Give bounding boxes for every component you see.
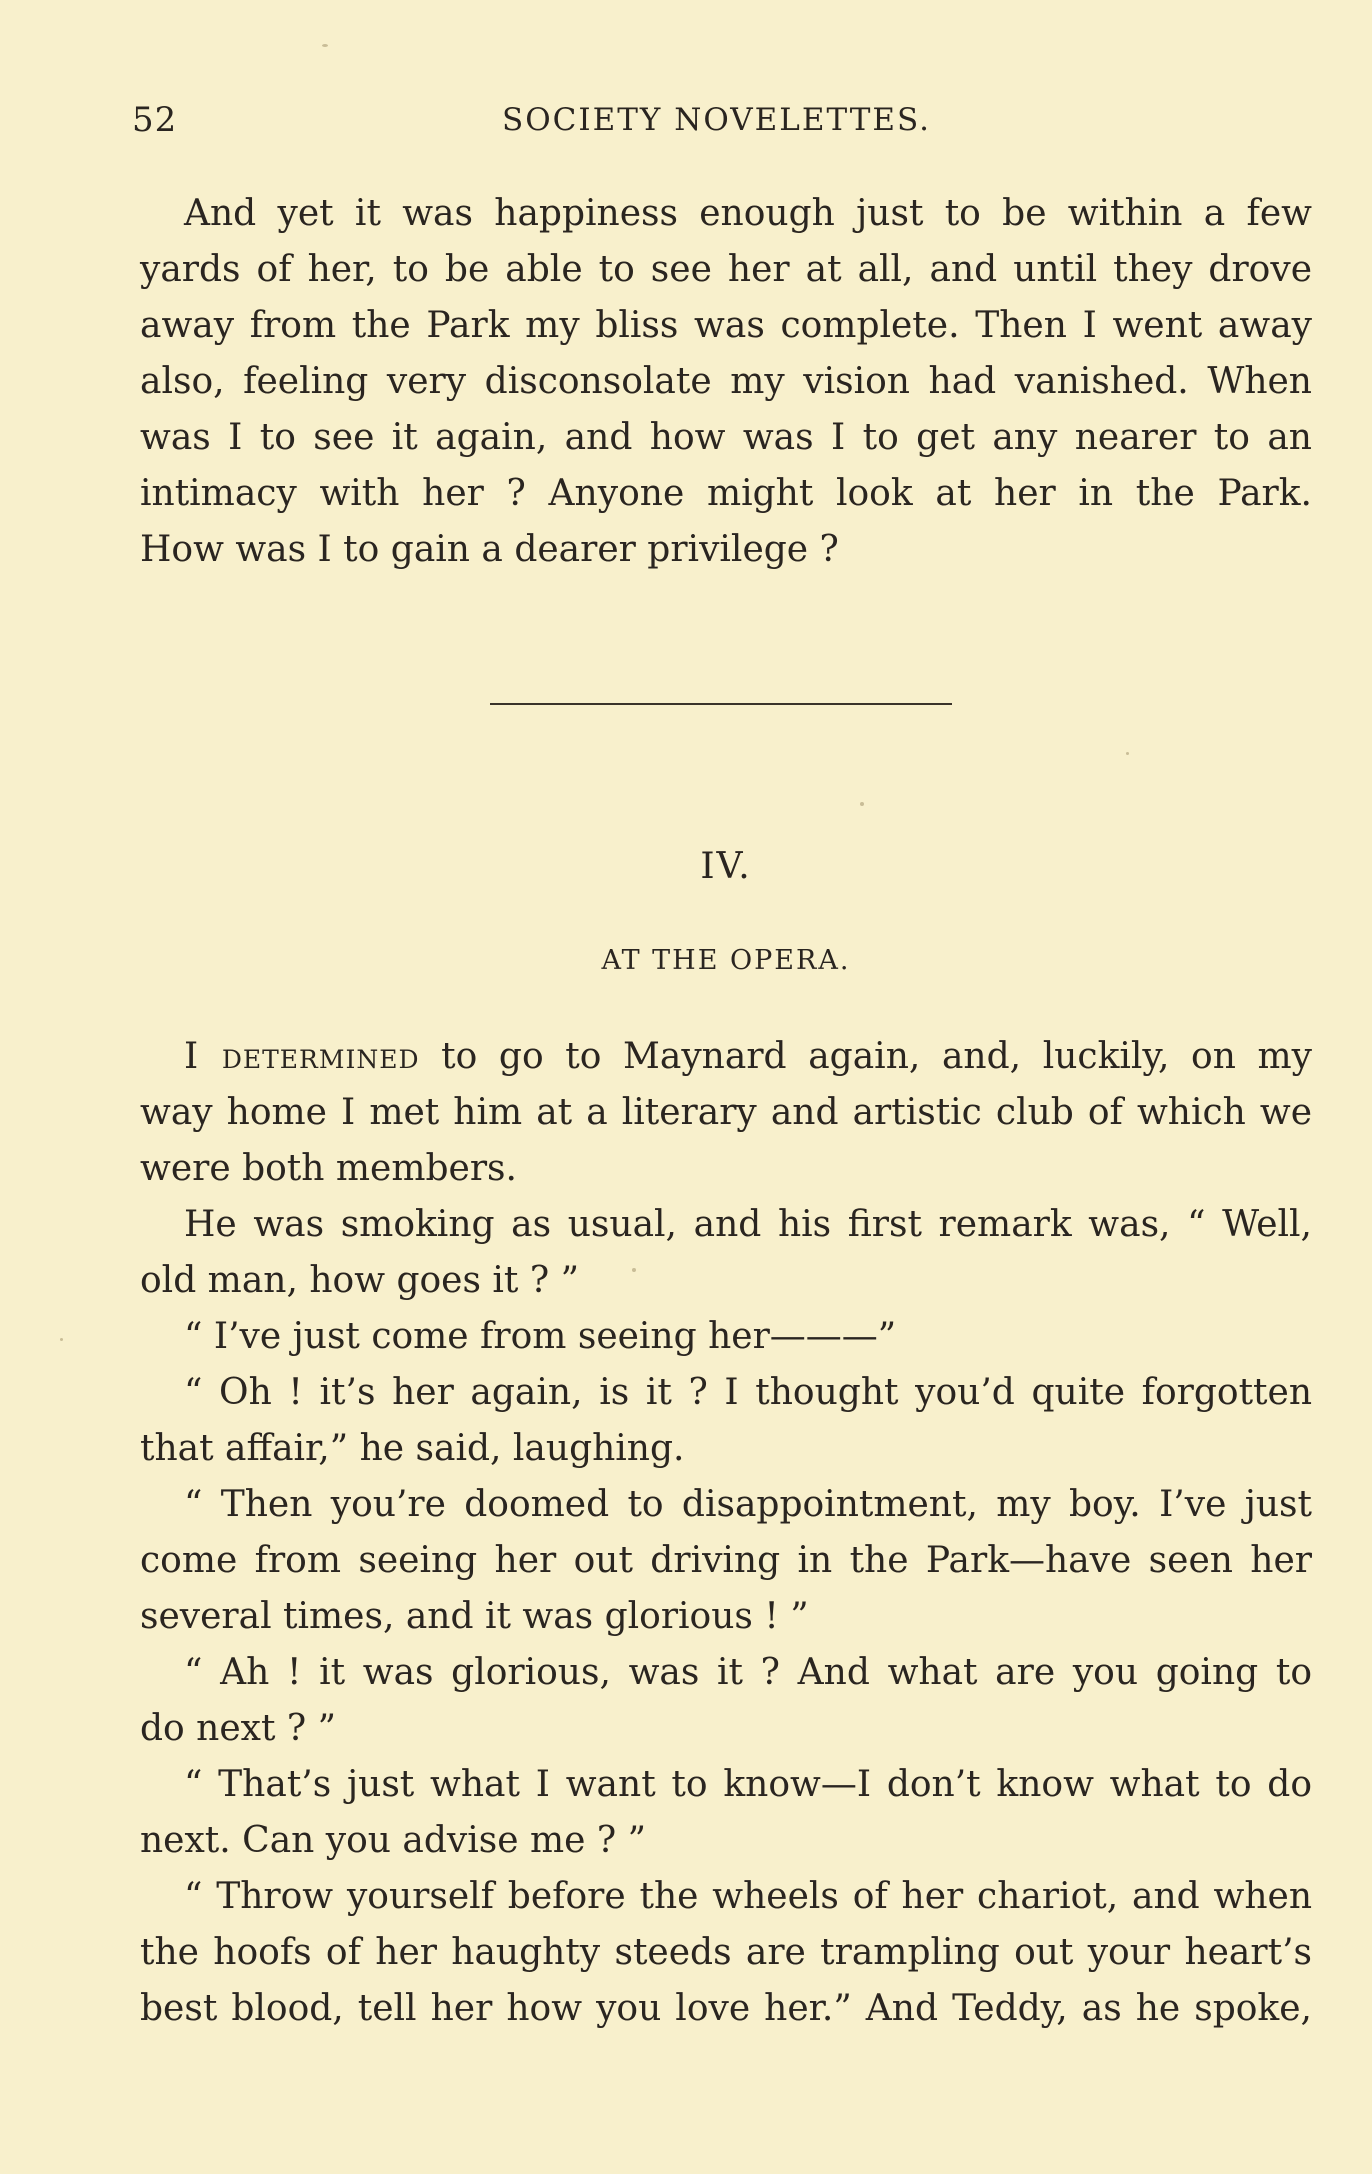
running-title: SOCIETY NOVELETTES. [502,102,932,138]
paper-speck [322,44,328,47]
running-head [132,100,1312,150]
opening-line-rest: to go to Maynard again, and, luckily, on my [419,1036,1312,1077]
section-one-paragraph [140,186,1312,578]
text-line: the hoofs of her haughty steeds are trampling out your heart’s [140,1932,1312,1973]
page-number: 52 [132,100,178,140]
paper-speck [60,1338,63,1341]
text-line: were both members. [140,1148,517,1189]
text-line: intimacy with her ? Anyone might look at her in the Park. [140,473,1312,514]
text-line: also, feeling very disconsolate my vision had vanished. When [140,361,1312,402]
text-line: next. Can you advise me ? ” [140,1820,647,1861]
text-line: way home I met him at a literary and artistic club of which we [140,1092,1312,1133]
text-line: old man, how goes it ? ” [140,1260,579,1301]
chapter-title: AT THE OPERA. [601,945,851,976]
text-line: And yet it was happiness enough just to be within a few [184,193,1312,234]
text-line: that affair,” he said, laughing. [140,1428,685,1469]
text-line: yards of her, to be able to see her at all, and until they drove [140,249,1312,290]
text-line: away from the Park my bliss was complete. Then I went away [140,305,1312,346]
text-line: best blood, tell her how you love her.” And Teddy, as he spoke, [140,1988,1312,2029]
text-line: several times, and it was glorious ! ” [140,1596,809,1637]
section-two-text [140,1029,1312,2037]
text-line: “ Throw yourself before the wheels of her chariot, and when [184,1876,1312,1917]
opening-words: I determined [184,1036,420,1077]
paper-speck [1126,752,1129,755]
text-line: How was I to gain a dearer privilege ? [140,529,839,570]
text-line: “ Then you’re doomed to disappointment, my boy. I’ve just [184,1484,1312,1525]
text-line: “ Ah ! it was glorious, was it ? And what are you going to [184,1652,1312,1693]
section-divider [490,703,952,705]
text-line: “ That’s just what I want to know—I don’t know what to do [184,1764,1312,1805]
text-line: “ I’ve just come from seeing her———” [184,1316,897,1357]
text-line: was I to see it again, and how was I to get any nearer to an [140,417,1312,458]
paper-speck [632,1268,636,1272]
text-line: do next ? ” [140,1708,337,1749]
text-line: “ Oh ! it’s her again, is it ? I thought you’d quite forgotten [184,1372,1312,1413]
text-line: come from seeing her out driving in the Park—have seen her [140,1540,1312,1581]
text-line [140,1029,1312,1085]
paper-speck [860,802,864,806]
text-line: He was smoking as usual, and his first remark was, “ Well, [184,1204,1312,1245]
chapter-number: IV. [700,846,752,887]
